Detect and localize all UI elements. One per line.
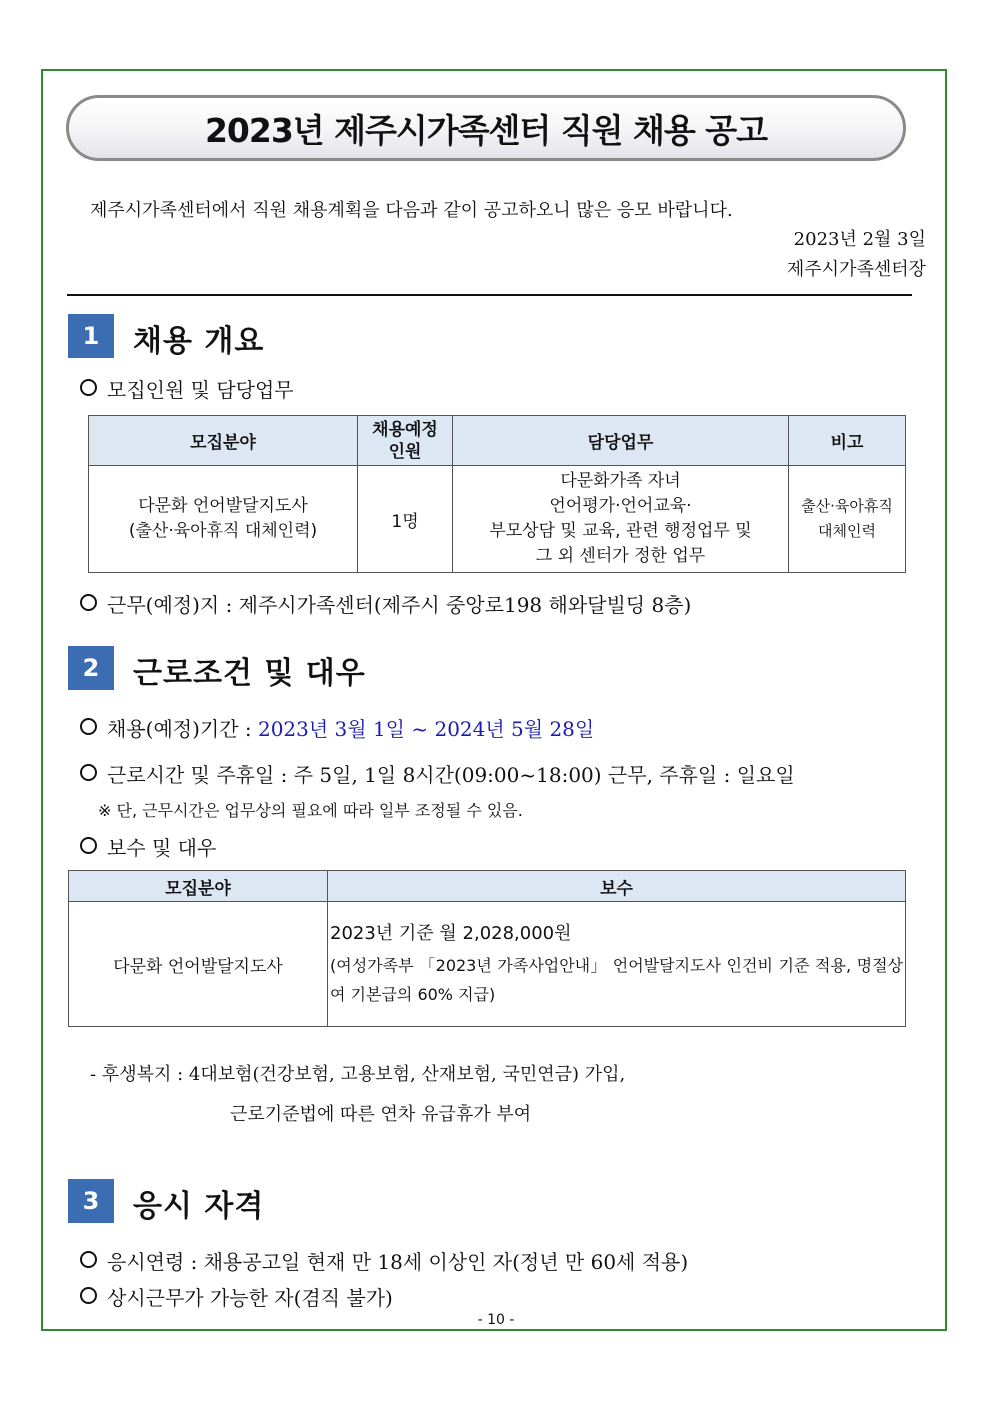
section-2-number: 2: [68, 646, 114, 690]
divider: [67, 294, 912, 296]
table-header-row: [89, 416, 906, 466]
page-title: 2023년 제주시가족센터 직원 채용 공고: [204, 110, 768, 150]
title-banner: [66, 95, 906, 161]
bullet-text: 보수 및 대우: [107, 836, 217, 860]
bullet-workplace: [80, 589, 691, 618]
section-3-number: 3: [68, 1179, 114, 1223]
bullet-recruitment: [80, 374, 294, 403]
welfare-line-2: 근로기준법에 따른 연차 유급휴가 부여: [230, 1104, 532, 1125]
header-count: 채용예정 인원: [358, 416, 453, 466]
period-label: 채용(예정)기간 :: [107, 717, 258, 741]
circle-bullet-icon: [80, 1251, 97, 1268]
bullet-text: 상시근무가 가능한 자(겸직 불가): [107, 1286, 393, 1310]
section-1-title: 채용 개요: [133, 324, 265, 359]
welfare-line-1: - 후생복지 : 4대보험(건강보험, 고용보험, 산재보험, 국민연금) 가입,: [90, 1064, 626, 1085]
bullet-text: 근로시간 및 주휴일 : 주 5일, 1일 8시간(09:00~18:00) 근무, 주휴일 : 일요일: [107, 763, 795, 787]
header-pay: 보수: [328, 871, 906, 902]
table-row: [89, 466, 906, 573]
page-number: - 10 -: [477, 1312, 515, 1328]
table-row: [69, 902, 906, 1027]
cell-count: 1명: [358, 466, 453, 573]
header-field: 모집분야: [89, 416, 358, 466]
circle-bullet-icon: [80, 379, 97, 396]
circle-bullet-icon: [80, 718, 97, 735]
circle-bullet-icon: [80, 764, 97, 781]
intro-text: 제주시가족센터에서 직원 채용계획을 다음과 같이 공고하오니 많은 응모 바랍니다.: [90, 200, 733, 221]
period-value: 2023년 3월 1일 ~ 2024년 5월 28일: [257, 717, 595, 741]
bullet-fulltime: [80, 1282, 393, 1311]
cell-note: 출산·육아휴직 대체인력: [789, 466, 906, 573]
pay-basis: (여성가족부 「2023년 가족사업안내」 언어발달지도사 인건비 기준 적용, 명절상여 기본급의 60% 지급): [330, 956, 903, 1004]
bullet-text: 근무(예정)지 : 제주시가족센터(제주시 중앙로198 해와달빌딩 8층): [107, 593, 692, 617]
header-duty: 담당업무: [453, 416, 789, 466]
circle-bullet-icon: [80, 1287, 97, 1304]
bullet-pay: [80, 832, 216, 861]
pay-amount: 2023년 기준 월 2,028,000원: [330, 923, 572, 944]
hours-note: ※ 단, 근무시간은 업무상의 필요에 따라 일부 조정될 수 있음.: [98, 801, 523, 820]
section-3-title: 응시 자격: [133, 1189, 265, 1224]
header-field: 모집분야: [69, 871, 328, 902]
bullet-period: [80, 713, 594, 742]
notice-date: 2023년 2월 3일: [793, 229, 926, 250]
section-2-title: 근로조건 및 대우: [133, 656, 366, 691]
bullet-hours: [80, 759, 795, 788]
header-note: 비고: [789, 416, 906, 466]
circle-bullet-icon: [80, 594, 97, 611]
bullet-text: 응시연령 : 채용공고일 현재 만 18세 이상인 자(정년 만 60세 적용): [107, 1250, 689, 1274]
bullet-age: [80, 1246, 688, 1275]
cell-field: 다문화 언어발달지도사 (출산·육아휴직 대체인력): [89, 466, 358, 573]
cell-duty: 다문화가족 자녀 언어평가·언어교육· 부모상담 및 교육, 관련 행정업무 및 그 외 센터가 정한 업무: [453, 466, 789, 573]
pay-table: [68, 870, 906, 1027]
bullet-text: 모집인원 및 담당업무: [107, 378, 294, 402]
cell-field: 다문화 언어발달지도사: [69, 902, 328, 1027]
recruitment-table: [88, 415, 906, 573]
section-1-number: 1: [68, 314, 114, 358]
cell-pay: [328, 902, 906, 1027]
organization-name: 제주시가족센터장: [786, 259, 926, 280]
circle-bullet-icon: [80, 837, 97, 854]
table-header-row: [69, 871, 906, 902]
